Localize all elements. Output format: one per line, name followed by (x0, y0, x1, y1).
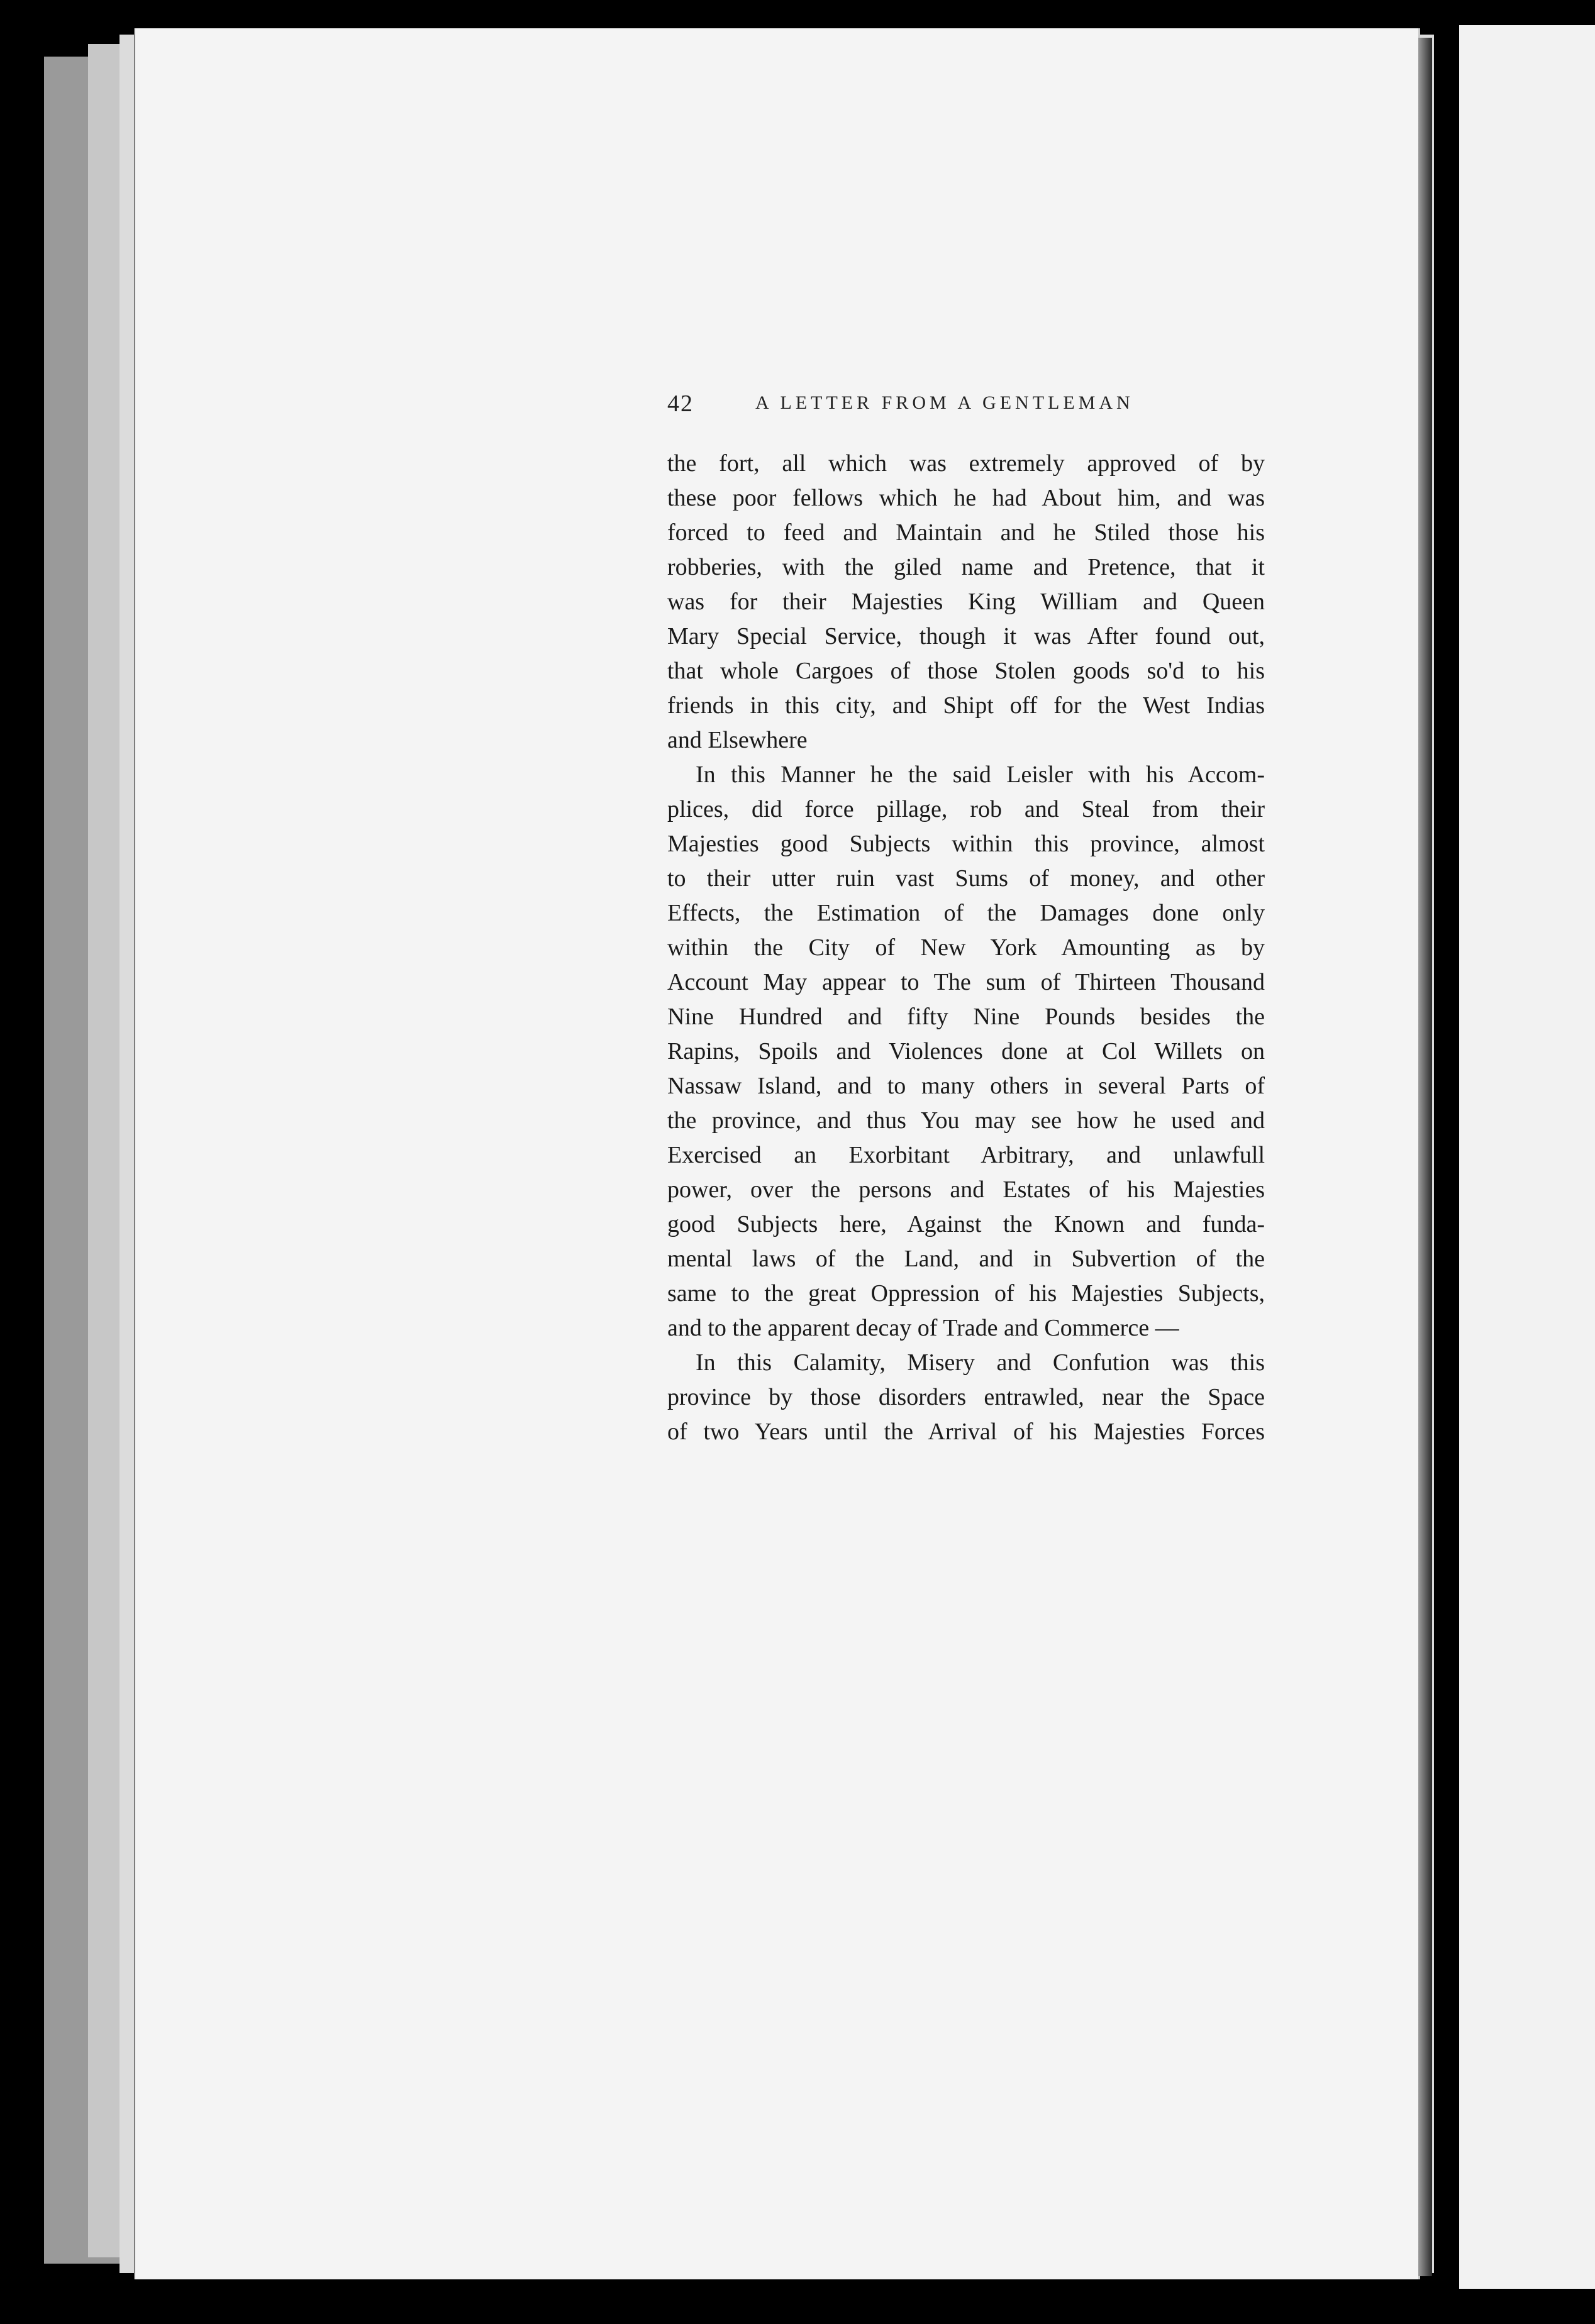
text-line: was for their Majesties King William and Queen (667, 589, 1265, 615)
text-line: to their utter ruin vast Sums of money, and other (667, 865, 1265, 892)
text-line: friends in this city, and Shipt off for the West Indias (667, 692, 1265, 719)
text-line: mental laws of the Land, and in Subvertion of the (667, 1246, 1265, 1272)
text-line: of two Years until the Arrival of his Majesties Forces (667, 1419, 1265, 1445)
text-line: good Subjects here, Against the Known and funda- (667, 1211, 1265, 1237)
facing-page-edge (1459, 25, 1595, 2289)
text-line: forced to feed and Maintain and he Stiled those his (667, 519, 1265, 546)
text-line: power, over the persons and Estates of his Majesties (667, 1176, 1265, 1203)
running-head (667, 390, 1265, 428)
text-line: and to the apparent decay of Trade and Commerce — (667, 1315, 1179, 1341)
running-title: A LETTER FROM A GENTLEMAN (755, 392, 1134, 413)
text-line: that whole Cargoes of those Stolen goods so'd to his (667, 658, 1265, 684)
page-number: 42 (667, 390, 694, 417)
text-line: and Elsewhere (667, 727, 808, 753)
text-line: Nine Hundred and fifty Nine Pounds besides the (667, 1004, 1265, 1030)
text-line: the province, and thus You may see how he used and (667, 1107, 1265, 1134)
text-line: plices, did force pillage, rob and Steal from their (667, 796, 1265, 822)
text-line: Rapins, Spoils and Violences done at Col Willets on (667, 1038, 1265, 1065)
page-gutter (1418, 38, 1432, 2276)
text-line: In this Manner he the said Leisler with his Accom- (696, 761, 1265, 788)
text-line: same to the great Oppression of his Majesties Subjects, (667, 1280, 1265, 1307)
text-line: these poor fellows which he had About him, and was (667, 485, 1265, 511)
text-line: Exercised an Exorbitant Arbitrary, and unlawfull (667, 1142, 1265, 1168)
text-line: Effects, the Estimation of the Damages done only (667, 900, 1265, 926)
text-line: within the City of New York Amounting as by (667, 934, 1265, 961)
body-text (667, 446, 1265, 1449)
text-line: the fort, all which was extremely approved of by (667, 450, 1265, 477)
text-line: Account May appear to The sum of Thirteen Thousand (667, 969, 1265, 995)
text-line: Majesties good Subjects within this province, almost (667, 831, 1265, 857)
text-line: Nassaw Island, and to many others in several Parts of (667, 1073, 1265, 1099)
text-line: In this Calamity, Misery and Confution was this (696, 1349, 1265, 1376)
text-line: province by those disorders entrawled, near the Space (667, 1384, 1265, 1410)
text-line: robberies, with the giled name and Pretence, that it (667, 554, 1265, 580)
text-line: Mary Special Service, though it was After found out, (667, 623, 1265, 650)
